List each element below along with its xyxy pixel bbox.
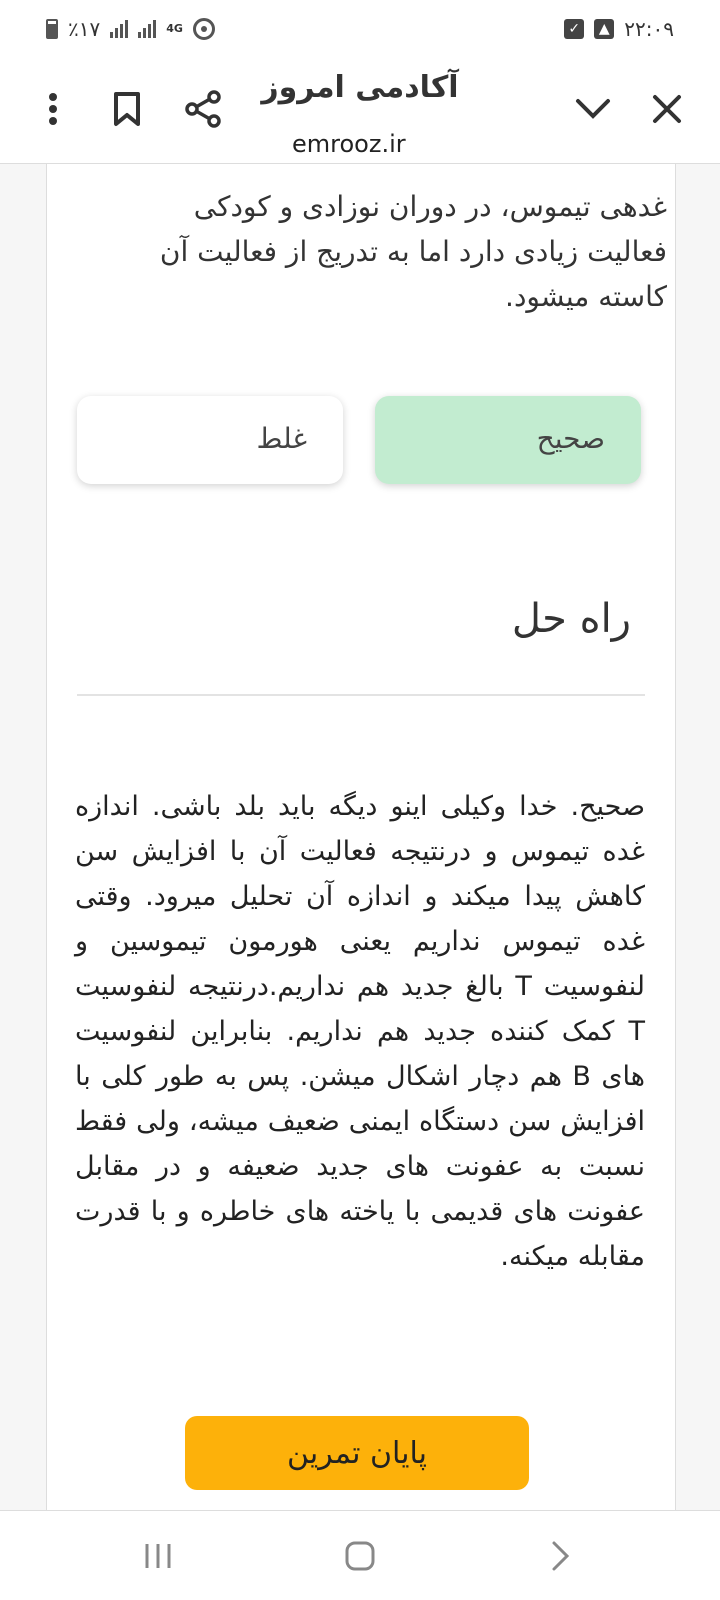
- image-notification-icon: ▲: [594, 19, 614, 39]
- solution-text: صحیح. خدا وکیلی اینو دیگه باید بلد باشی. اندازه غده تیموس و درنتیجه فعالیت آن با افزایش سن کاهش پیدا میکند و اندازه آن تحلیل میرود. وقتی غده تیموس نداریم یعنی هورمون تیموسین و لنفوسیت T بالغ جدید هم نداریم.درنتیجه لنفوسیت T کمک کننده جدید هم نداریم. بنابراین لنفوسیت های B هم دچار اشکال میشن. پس به طور کلی با افزایش سن دستگاه ایمنی ضعیف میشه، ولی فقط نسبت به عفونت های جدید ضعیفه و در مقابل عفونت های قدیمی با یاخته های خاطره و با قدرت مقابله میکنه.: [75, 791, 645, 1272]
- question-text: غدهی تیموس، در دوران نوزادی و کودکی فعالیت زیادی دارد اما به تدریج از فعالیت آن کاسته میشود.: [159, 190, 667, 313]
- app-title: آکادمی امروز: [261, 70, 459, 105]
- back-icon[interactable]: [530, 1531, 590, 1581]
- solution-title: راه حل: [511, 596, 631, 642]
- status-right: [564, 17, 674, 41]
- recent-apps-icon[interactable]: [128, 1531, 188, 1581]
- status-time: ۲۲:۰۹: [624, 17, 674, 41]
- app-bar: [0, 58, 720, 164]
- checkbox-notification-icon: ✓: [564, 19, 584, 39]
- hotspot-icon: [193, 18, 215, 40]
- status-left: [46, 17, 215, 41]
- home-icon[interactable]: [330, 1531, 390, 1581]
- system-nav-bar: [0, 1510, 720, 1600]
- answer-wrong-button[interactable]: غلط: [77, 396, 343, 484]
- signal-icon: [110, 20, 128, 38]
- app-url: emrooz.ir: [292, 130, 406, 158]
- battery-icon: [46, 19, 58, 39]
- chevron-down-icon[interactable]: [566, 82, 620, 136]
- battery-percent: ٪۱۷: [68, 17, 101, 41]
- answer-correct-button[interactable]: صحیح: [375, 396, 641, 484]
- close-icon[interactable]: [640, 82, 694, 136]
- solution-divider: [77, 694, 645, 696]
- signal-icon-2: [138, 20, 156, 38]
- status-bar: [0, 0, 720, 58]
- exercise-content: [46, 164, 676, 1510]
- network-type-icon: 4G: [166, 22, 183, 35]
- finish-exercise-button[interactable]: پایان تمرین: [185, 1416, 529, 1490]
